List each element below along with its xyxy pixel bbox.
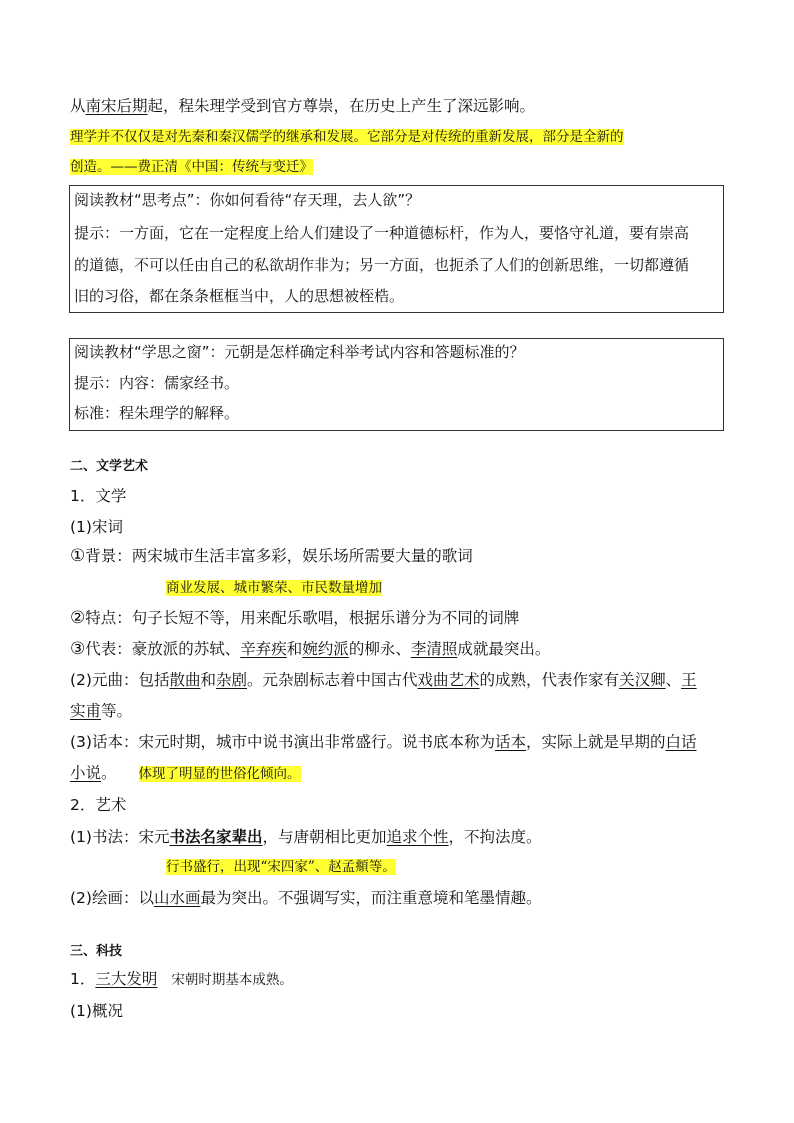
box-question: 阅读教材“思考点”：你如何看待“存天理，去人欲”？	[74, 191, 421, 209]
box-hint-line: 提示：内容：儒家经书。	[74, 374, 240, 392]
list-item-representatives: ③代表：豪放派的苏轼、辛弃疾和婉约派的柳永、李清照成就最突出。	[70, 639, 551, 659]
think-point-box	[69, 185, 724, 313]
subsection-heading: 1．文学	[70, 487, 127, 505]
item-heading: (1)概况	[70, 1002, 123, 1020]
item-heading: (1)宋词	[70, 518, 123, 536]
box-hint-line: 的道德，不可以任由自己的私欲胡作非为；另一方面，也扼杀了人们的创新思维，一切都遵循	[74, 256, 690, 274]
box-hint-line: 旧的习俗，都在条条框框当中，人的思想被桎梏。	[74, 287, 405, 305]
list-item-features: ②特点：句子长短不等，用来配乐歌唱，根据乐谱分为不同的词牌	[70, 608, 520, 628]
paragraph-huaben-cont: 小说。 体现了明显的世俗化倾向。	[70, 764, 301, 782]
paragraph-painting: (2)绘画：以山水画最为突出。不强调写实，而注重意境和笔墨情趣。	[70, 889, 542, 907]
list-item-background: ①背景：两宋城市生活丰富多彩，娱乐场所需要大量的歌词	[70, 546, 473, 566]
box-hint-line: 提示：一方面，它在一定程度上给人们建设了一种道德标杆，作为人，要恪守礼道，要有崇高	[74, 224, 690, 242]
highlighted-note: 体现了明显的世俗化倾向。	[138, 766, 301, 782]
highlighted-note: 行书盛行，出现“宋四家”、赵孟頫等。	[166, 859, 396, 875]
section-heading: 三、科技	[70, 944, 123, 959]
paragraph-neo-confucianism: 从南宋后期起，程朱理学受到官方尊崇，在历史上产生了深远影响。	[70, 97, 536, 115]
section-heading: 二、文学艺术	[70, 459, 149, 474]
box-question: 阅读教材“学思之窗”：元朝是怎样确定科举考试内容和答题标准的？	[74, 343, 525, 361]
paragraph-calligraphy: (1)书法：宋元书法名家辈出，与唐朝相比更加追求个性，不拘法度。	[70, 828, 542, 846]
paragraph-yuanqu-cont: 实甫等。	[70, 702, 133, 720]
subsection-heading: 2．艺术	[70, 796, 127, 814]
highlighted-note: 商业发展、城市繁荣、市民数量增加	[166, 580, 382, 596]
underlined-term: 南宋后期	[85, 97, 148, 115]
paragraph-huaben: (3)话本：宋元时期，城市中说书演出非常盛行。说书底本称为话本，实际上就是早期的白话	[70, 733, 697, 751]
study-window-box	[69, 338, 724, 431]
paragraph-yuanqu: (2)元曲：包括散曲和杂剧。元杂剧标志着中国古代戏曲艺术的成熟，代表作家有关汉卿、王	[70, 671, 697, 689]
box-hint-line: 标准：程朱理学的解释。	[74, 404, 240, 422]
subsection-heading: 1．三大发明 宋朝时期基本成熟。	[70, 970, 293, 988]
highlighted-quote-line-2: 创造。——费正清《中国：传统与变迁》	[70, 159, 313, 175]
highlighted-quote-line-1: 理学并不仅仅是对先秦和秦汉儒学的继承和发展。它部分是对传统的重新发展，部分是全新的	[70, 129, 624, 145]
